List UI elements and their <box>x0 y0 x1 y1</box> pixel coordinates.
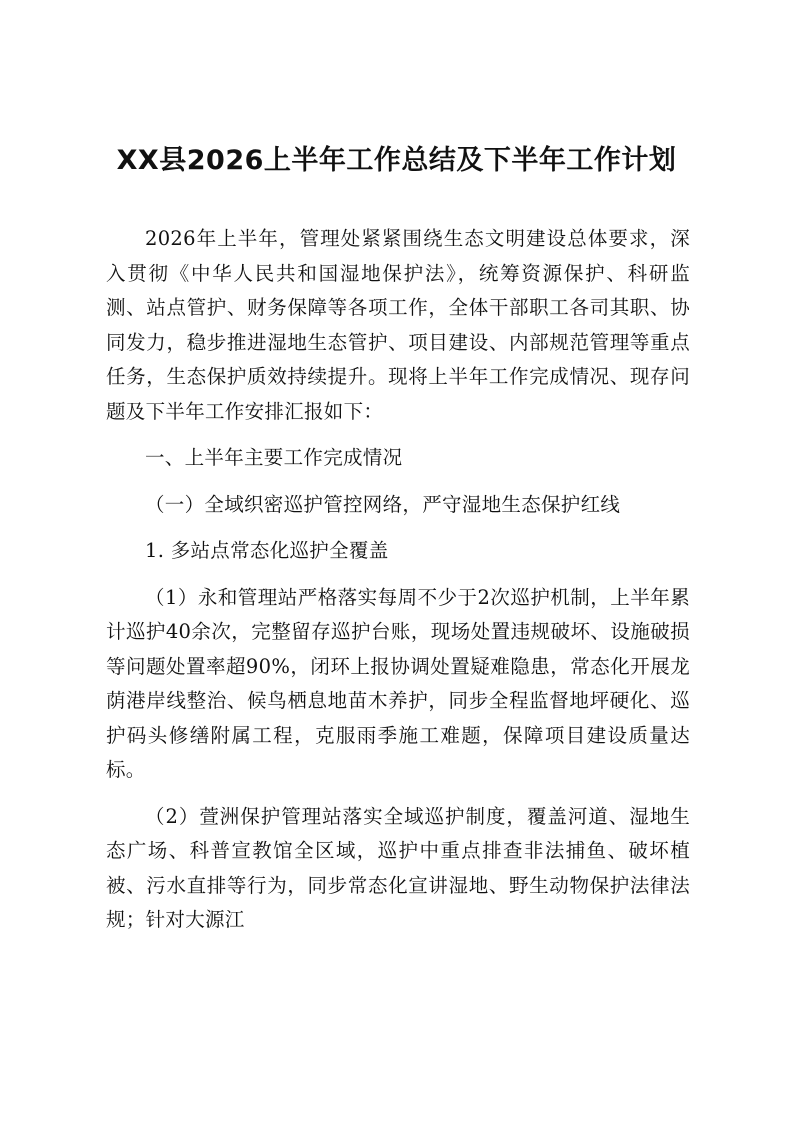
document-title: XX县2026上半年工作总结及下半年工作计划 <box>116 145 677 176</box>
paragraph-yonghe-station: （1）永和管理站严格落实每周不少于2次巡护机制，上半年累计巡护40余次，完整留存巡护台账，现场处置违规破坏、设施破损等问题处置率超90%，闭环上报协调处置疑难隐患，常态化开展龙荫港岸线整治、候鸟栖息地苗木养护，同步全程监督地坪硬化、巡护码头修缮附属工程，克服雨季施工难题，保障项目建设质量达标。 <box>106 585 690 781</box>
subsection-heading-1: （一）全域织密巡护管控网络，严守湿地生态保护红线 <box>145 492 621 516</box>
intro-paragraph: 2026年上半年，管理处紧紧围绕生态文明建设总体要求，深入贯彻《中华人民共和国湿地保护法》，统筹资源保护、科研监测、站点管护、财务保障等各项工作，全体干部职工各司其职、协同发力，稳步推进湿地生态管护、项目建设、内部规范管理等重点任务，生态保护质效持续提升。现将上半年工作完成情况、现存问题及下半年工作安排汇报如下： <box>106 227 690 423</box>
section-heading-1: 一、上半年主要工作完成情况 <box>145 446 403 469</box>
item-heading-1: 1. 多站点常态化巡护全覆盖 <box>145 539 389 562</box>
paragraph-xuanzhou-station: （2）萱洲保护管理站落实全域巡护制度，覆盖河道、湿地生态广场、科普宣教馆全区域，巡护中重点排查非法捕鱼、破坏植被、污水直排等行为，同步常态化宣讲湿地、野生动物保护法律法规；针对大源江 <box>106 804 690 931</box>
document-body <box>106 222 690 938</box>
